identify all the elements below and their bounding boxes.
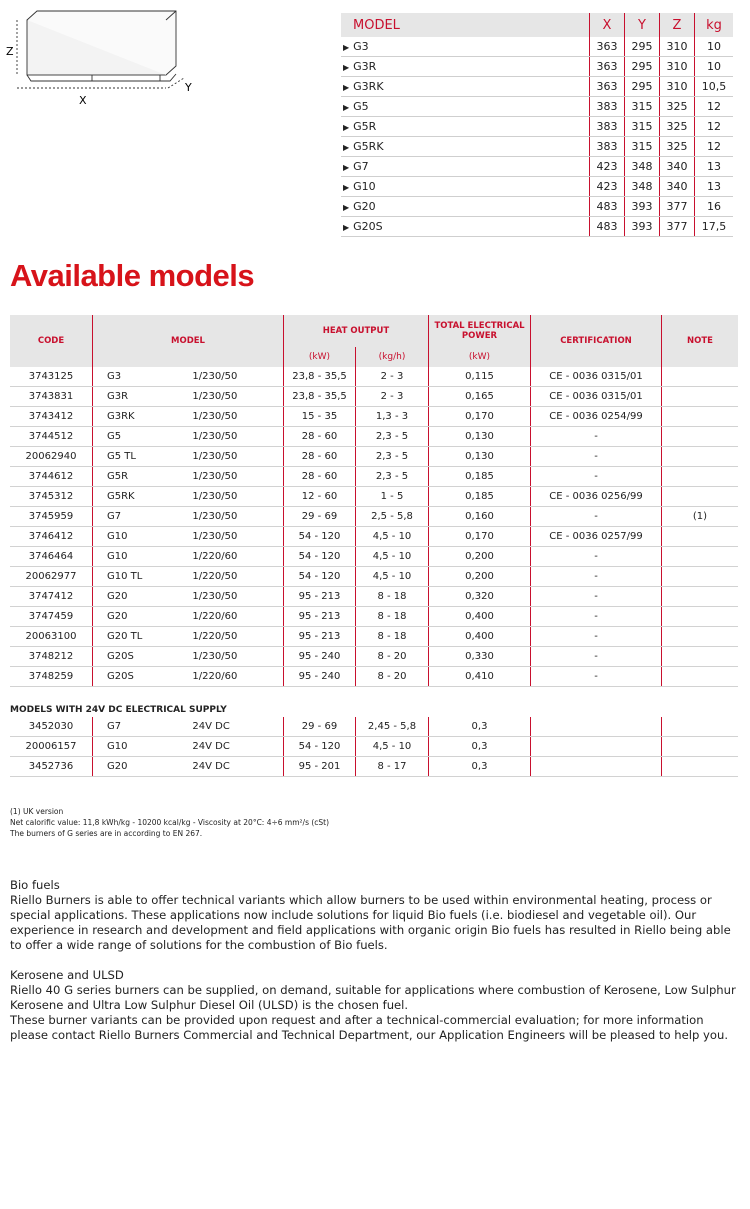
dims-model-cell: [341, 197, 590, 217]
header-certification: CERTIFICATION: [531, 315, 662, 367]
dims-header-x: X: [590, 13, 625, 37]
header-unit-kw2: (kW): [429, 347, 531, 367]
dims-x-cell: 383: [590, 117, 625, 137]
dims-y-cell: 393: [625, 197, 660, 217]
voltage-cell: 24V DC: [188, 717, 283, 737]
power-cell: 0,160: [429, 507, 531, 527]
voltage-cell: 1/220/60: [188, 667, 283, 687]
table-row: [10, 607, 738, 627]
power-cell: 0,185: [429, 467, 531, 487]
dims-header-model: MODEL: [341, 13, 590, 37]
dims-model-name: G20: [353, 200, 376, 213]
dims-x-cell: 383: [590, 97, 625, 117]
dims-row: [341, 57, 733, 77]
power-cell: 0,200: [429, 567, 531, 587]
dims-kg-cell: 12: [695, 137, 734, 157]
certification-cell: -: [531, 547, 662, 567]
kw-cell: 95 - 213: [284, 587, 356, 607]
kgh-cell: 8 - 20: [356, 647, 429, 667]
table-row: [10, 647, 738, 667]
model-cell: G20 TL: [93, 627, 189, 647]
note-cell: [662, 487, 739, 507]
certification-cell: -: [531, 667, 662, 687]
code-cell: 3452030: [10, 717, 93, 737]
voltage-cell: 1/230/50: [188, 447, 283, 467]
kgh-cell: 4,5 - 10: [356, 567, 429, 587]
dims-model-cell: [341, 137, 590, 157]
dims-z-cell: 310: [660, 57, 695, 77]
dims-kg-cell: 12: [695, 97, 734, 117]
header-total-power-line1: TOTAL ELECTRICAL: [434, 321, 525, 331]
power-cell: 0,170: [429, 527, 531, 547]
model-cell: G3R: [93, 387, 189, 407]
dims-row: [341, 177, 733, 197]
dims-z-cell: 310: [660, 77, 695, 97]
model-cell: G3: [93, 367, 189, 387]
code-cell: 3746464: [10, 547, 93, 567]
power-cell: 0,320: [429, 587, 531, 607]
model-cell: G7: [93, 717, 189, 737]
kerosene-section: [10, 968, 740, 1043]
dims-model-name: G3: [353, 40, 369, 53]
model-cell: G5 TL: [93, 447, 189, 467]
x-label: X: [79, 94, 87, 107]
bio-fuels-body: Riello Burners is able to offer technical variants which allow burners to be used within environmental heating, process or special applications. These applications now include solutions for liquid Bio fuels (i.e. biodiesel and vegetable oil). Our experience in research and development and field applications with organic origin Bio fuels has resulted in Riello being able to offer a wide range of solutions for the combustion of Bio fuels.: [10, 893, 731, 952]
voltage-cell: 1/230/50: [188, 507, 283, 527]
dims-z-cell: 310: [660, 37, 695, 57]
triangle-right-icon: ▶: [343, 143, 350, 152]
dims-model-cell: [341, 217, 590, 237]
power-cell: 0,400: [429, 627, 531, 647]
certification-cell: [531, 717, 662, 737]
model-cell: G10: [93, 527, 189, 547]
dims-y-cell: 295: [625, 57, 660, 77]
kgh-cell: 8 - 20: [356, 667, 429, 687]
power-cell: 0,165: [429, 387, 531, 407]
dims-x-cell: 483: [590, 217, 625, 237]
kw-cell: 95 - 213: [284, 627, 356, 647]
dims-header-kg: kg: [695, 13, 734, 37]
note-cell: [662, 737, 739, 757]
dims-kg-cell: 10: [695, 37, 734, 57]
note-cell: [662, 567, 739, 587]
model-cell: G5RK: [93, 487, 189, 507]
note-cell: [662, 667, 739, 687]
dims-x-cell: 363: [590, 37, 625, 57]
dims-kg-cell: 13: [695, 177, 734, 197]
kgh-cell: 2 - 3: [356, 387, 429, 407]
table-row: [10, 367, 738, 387]
kgh-cell: 2,3 - 5: [356, 447, 429, 467]
certification-cell: [531, 757, 662, 777]
dims-model-name: G5: [353, 100, 369, 113]
table-row: [10, 447, 738, 467]
table-row: [10, 667, 738, 687]
voltage-cell: 1/230/50: [188, 427, 283, 447]
code-cell: 3747412: [10, 587, 93, 607]
voltage-cell: 1/230/50: [188, 467, 283, 487]
code-cell: 3743125: [10, 367, 93, 387]
triangle-right-icon: ▶: [343, 223, 350, 232]
certification-cell: -: [531, 447, 662, 467]
note-cell: [662, 647, 739, 667]
kerosene-body-1: Riello 40 G series burners can be supplied, on demand, suitable for applications where combustion of Kerosene, Low Sulphur Kerosene and Ultra Low Sulphur Diesel Oil (ULSD) is the chosen fuel.: [10, 983, 736, 1012]
table-row: [10, 717, 738, 737]
dims-z-cell: 325: [660, 97, 695, 117]
kw-cell: 54 - 120: [284, 527, 356, 547]
triangle-right-icon: ▶: [343, 203, 350, 212]
note-cell: [662, 627, 739, 647]
table-row: [10, 587, 738, 607]
kw-cell: 29 - 69: [284, 717, 356, 737]
kw-cell: 95 - 213: [284, 607, 356, 627]
footnote-standard: The burners of G series are in according to EN 267.: [10, 829, 203, 838]
dimensions-table: [341, 13, 733, 237]
certification-cell: CE - 0036 0315/01: [531, 387, 662, 407]
dims-x-cell: 423: [590, 177, 625, 197]
certification-cell: CE - 0036 0315/01: [531, 367, 662, 387]
voltage-cell: 24V DC: [188, 757, 283, 777]
dims-model-cell: [341, 157, 590, 177]
voltage-cell: 1/230/50: [188, 647, 283, 667]
note-cell: [662, 547, 739, 567]
kw-cell: 23,8 - 35,5: [284, 387, 356, 407]
kgh-cell: 4,5 - 10: [356, 527, 429, 547]
dims-header-y: Y: [625, 13, 660, 37]
kgh-cell: 2,45 - 5,8: [356, 717, 429, 737]
dims-model-name: G10: [353, 180, 376, 193]
table-row: [10, 507, 738, 527]
dc-section-row: [10, 687, 738, 718]
model-cell: G20S: [93, 667, 189, 687]
power-cell: 0,330: [429, 647, 531, 667]
power-cell: 0,400: [429, 607, 531, 627]
dims-z-cell: 377: [660, 197, 695, 217]
voltage-cell: 1/230/50: [188, 387, 283, 407]
kw-cell: 23,8 - 35,5: [284, 367, 356, 387]
certification-cell: -: [531, 427, 662, 447]
z-label: Z: [6, 45, 14, 58]
code-cell: 3452736: [10, 757, 93, 777]
dims-model-name: G5R: [353, 120, 377, 133]
voltage-cell: 1/220/60: [188, 547, 283, 567]
note-cell: [662, 587, 739, 607]
voltage-cell: 1/230/50: [188, 367, 283, 387]
dims-kg-cell: 16: [695, 197, 734, 217]
note-cell: [662, 607, 739, 627]
kw-cell: 28 - 60: [284, 427, 356, 447]
model-cell: G5R: [93, 467, 189, 487]
dims-kg-cell: 12: [695, 117, 734, 137]
footnote-uk: (1) UK version: [10, 807, 64, 816]
voltage-cell: 24V DC: [188, 737, 283, 757]
note-cell: [662, 367, 739, 387]
code-cell: 20006157: [10, 737, 93, 757]
models-table: [10, 315, 738, 777]
dims-row: [341, 97, 733, 117]
dims-y-cell: 348: [625, 177, 660, 197]
header-total-power-line2: POWER: [461, 331, 498, 341]
kgh-cell: 8 - 18: [356, 607, 429, 627]
dims-y-cell: 393: [625, 217, 660, 237]
dims-model-cell: [341, 37, 590, 57]
dims-model-name: G3RK: [353, 80, 384, 93]
dims-row: [341, 117, 733, 137]
code-cell: 3748259: [10, 667, 93, 687]
dims-x-cell: 423: [590, 157, 625, 177]
voltage-cell: 1/230/50: [188, 527, 283, 547]
note-cell: [662, 467, 739, 487]
bio-fuels-title: Bio fuels: [10, 878, 60, 892]
voltage-cell: 1/230/50: [188, 587, 283, 607]
kw-cell: 54 - 120: [284, 547, 356, 567]
model-cell: G10 TL: [93, 567, 189, 587]
note-cell: [662, 407, 739, 427]
note-cell: [662, 757, 739, 777]
dims-model-cell: [341, 57, 590, 77]
kerosene-body-2: These burner variants can be provided upon request and after a technical-commercial evaluation; for more information please contact Riello Burners Commercial and Technical Department, our Application Engineers will be pleased to help you.: [10, 1013, 729, 1042]
kerosene-title: Kerosene and ULSD: [10, 968, 124, 982]
header-total-power: [429, 315, 531, 347]
table-row: [10, 387, 738, 407]
dims-z-cell: 325: [660, 137, 695, 157]
kgh-cell: 2 - 3: [356, 367, 429, 387]
power-cell: 0,130: [429, 427, 531, 447]
kw-cell: 95 - 240: [284, 647, 356, 667]
dims-kg-cell: 10,5: [695, 77, 734, 97]
model-cell: G7: [93, 507, 189, 527]
power-cell: 0,130: [429, 447, 531, 467]
dims-kg-cell: 10: [695, 57, 734, 77]
y-label: Y: [185, 81, 192, 94]
table-row: [10, 527, 738, 547]
power-cell: 0,3: [429, 737, 531, 757]
info-text: [10, 878, 740, 1043]
dims-y-cell: 295: [625, 77, 660, 97]
certification-cell: CE - 0036 0256/99: [531, 487, 662, 507]
table-row: [10, 547, 738, 567]
dc-section-title: MODELS WITH 24V DC ELECTRICAL SUPPLY: [10, 705, 227, 715]
kw-cell: 95 - 201: [284, 757, 356, 777]
kw-cell: 54 - 120: [284, 737, 356, 757]
dims-z-cell: 340: [660, 177, 695, 197]
kgh-cell: 2,3 - 5: [356, 427, 429, 447]
kgh-cell: 4,5 - 10: [356, 737, 429, 757]
footnote-calorific: Net calorific value: 11,8 kWh/kg - 10200 kcal/kg - Viscosity at 20°C: 4÷6 mm²/s (cSt): [10, 818, 330, 827]
power-cell: 0,170: [429, 407, 531, 427]
dims-x-cell: 383: [590, 137, 625, 157]
triangle-right-icon: ▶: [343, 103, 350, 112]
code-cell: 20063100: [10, 627, 93, 647]
kw-cell: 29 - 69: [284, 507, 356, 527]
model-cell: G3RK: [93, 407, 189, 427]
voltage-cell: 1/230/50: [188, 407, 283, 427]
triangle-right-icon: ▶: [343, 63, 350, 72]
table-row: [10, 757, 738, 777]
models-header-row: [10, 315, 738, 347]
power-cell: 0,115: [429, 367, 531, 387]
code-cell: 3743412: [10, 407, 93, 427]
code-cell: 3743831: [10, 387, 93, 407]
kgh-cell: 1,3 - 3: [356, 407, 429, 427]
kw-cell: 28 - 60: [284, 447, 356, 467]
table-row: [10, 407, 738, 427]
code-cell: 3745312: [10, 487, 93, 507]
kgh-cell: 8 - 18: [356, 587, 429, 607]
kw-cell: 12 - 60: [284, 487, 356, 507]
power-cell: 0,3: [429, 757, 531, 777]
code-cell: 3744512: [10, 427, 93, 447]
triangle-right-icon: ▶: [343, 163, 350, 172]
header-code: CODE: [10, 315, 93, 367]
model-cell: G20: [93, 607, 189, 627]
dims-z-cell: 340: [660, 157, 695, 177]
note-cell: [662, 527, 739, 547]
kgh-cell: 1 - 5: [356, 487, 429, 507]
kw-cell: 28 - 60: [284, 467, 356, 487]
model-cell: G10: [93, 737, 189, 757]
triangle-right-icon: ▶: [343, 83, 350, 92]
voltage-cell: 1/230/50: [188, 487, 283, 507]
model-cell: G20: [93, 587, 189, 607]
code-cell: 20062977: [10, 567, 93, 587]
model-cell: G20S: [93, 647, 189, 667]
kw-cell: 54 - 120: [284, 567, 356, 587]
dims-model-name: G7: [353, 160, 369, 173]
dims-x-cell: 483: [590, 197, 625, 217]
dims-header-row: [341, 13, 733, 37]
bio-fuels-section: [10, 878, 740, 953]
kgh-cell: 4,5 - 10: [356, 547, 429, 567]
header-heat-output: HEAT OUTPUT: [284, 315, 429, 347]
certification-cell: -: [531, 507, 662, 527]
dims-row: [341, 197, 733, 217]
model-cell: G5: [93, 427, 189, 447]
dimension-diagram: [0, 0, 200, 115]
dims-row: [341, 217, 733, 237]
dims-row: [341, 137, 733, 157]
code-cell: 3746412: [10, 527, 93, 547]
dims-model-cell: [341, 177, 590, 197]
dims-row: [341, 77, 733, 97]
certification-cell: -: [531, 567, 662, 587]
header-note: NOTE: [662, 315, 739, 367]
dims-model-cell: [341, 117, 590, 137]
note-cell: [662, 447, 739, 467]
dims-z-cell: 325: [660, 117, 695, 137]
dims-z-cell: 377: [660, 217, 695, 237]
kgh-cell: 2,5 - 5,8: [356, 507, 429, 527]
kw-cell: 15 - 35: [284, 407, 356, 427]
dims-model-name: G3R: [353, 60, 377, 73]
dims-y-cell: 295: [625, 37, 660, 57]
code-cell: 3747459: [10, 607, 93, 627]
dims-x-cell: 363: [590, 77, 625, 97]
table-row: [10, 467, 738, 487]
dims-model-cell: [341, 97, 590, 117]
table-row: [10, 627, 738, 647]
code-cell: 20062940: [10, 447, 93, 467]
certification-cell: -: [531, 607, 662, 627]
code-cell: 3744612: [10, 467, 93, 487]
power-cell: 0,410: [429, 667, 531, 687]
kgh-cell: 8 - 17: [356, 757, 429, 777]
triangle-right-icon: ▶: [343, 183, 350, 192]
dims-model-name: G20S: [353, 220, 383, 233]
dims-row: [341, 37, 733, 57]
table-row: [10, 737, 738, 757]
dims-y-cell: 315: [625, 137, 660, 157]
dims-kg-cell: 13: [695, 157, 734, 177]
code-cell: 3745959: [10, 507, 93, 527]
certification-cell: CE - 0036 0254/99: [531, 407, 662, 427]
dims-row: [341, 157, 733, 177]
header-model: MODEL: [93, 315, 284, 367]
footnotes: [10, 806, 329, 839]
model-cell: G20: [93, 757, 189, 777]
code-cell: 3748212: [10, 647, 93, 667]
power-cell: 0,200: [429, 547, 531, 567]
certification-cell: [531, 737, 662, 757]
table-row: [10, 427, 738, 447]
dims-model-cell: [341, 77, 590, 97]
dims-y-cell: 348: [625, 157, 660, 177]
header-unit-kgh: (kg/h): [356, 347, 429, 367]
kgh-cell: 8 - 18: [356, 627, 429, 647]
certification-cell: -: [531, 467, 662, 487]
note-cell: [662, 387, 739, 407]
certification-cell: -: [531, 587, 662, 607]
dims-header-z: Z: [660, 13, 695, 37]
dims-x-cell: 363: [590, 57, 625, 77]
voltage-cell: 1/220/60: [188, 607, 283, 627]
note-cell: [662, 427, 739, 447]
certification-cell: -: [531, 647, 662, 667]
power-cell: 0,185: [429, 487, 531, 507]
voltage-cell: 1/220/50: [188, 627, 283, 647]
table-row: [10, 487, 738, 507]
header-unit-kw: (kW): [284, 347, 356, 367]
kgh-cell: 2,3 - 5: [356, 467, 429, 487]
certification-cell: CE - 0036 0257/99: [531, 527, 662, 547]
note-cell: (1): [662, 507, 739, 527]
triangle-right-icon: ▶: [343, 123, 350, 132]
model-cell: G10: [93, 547, 189, 567]
triangle-right-icon: ▶: [343, 43, 350, 52]
dims-kg-cell: 17,5: [695, 217, 734, 237]
kw-cell: 95 - 240: [284, 667, 356, 687]
dims-y-cell: 315: [625, 117, 660, 137]
certification-cell: -: [531, 627, 662, 647]
page-title: Available models: [10, 258, 255, 293]
voltage-cell: 1/220/50: [188, 567, 283, 587]
dims-y-cell: 315: [625, 97, 660, 117]
power-cell: 0,3: [429, 717, 531, 737]
table-row: [10, 567, 738, 587]
note-cell: [662, 717, 739, 737]
dims-model-name: G5RK: [353, 140, 384, 153]
